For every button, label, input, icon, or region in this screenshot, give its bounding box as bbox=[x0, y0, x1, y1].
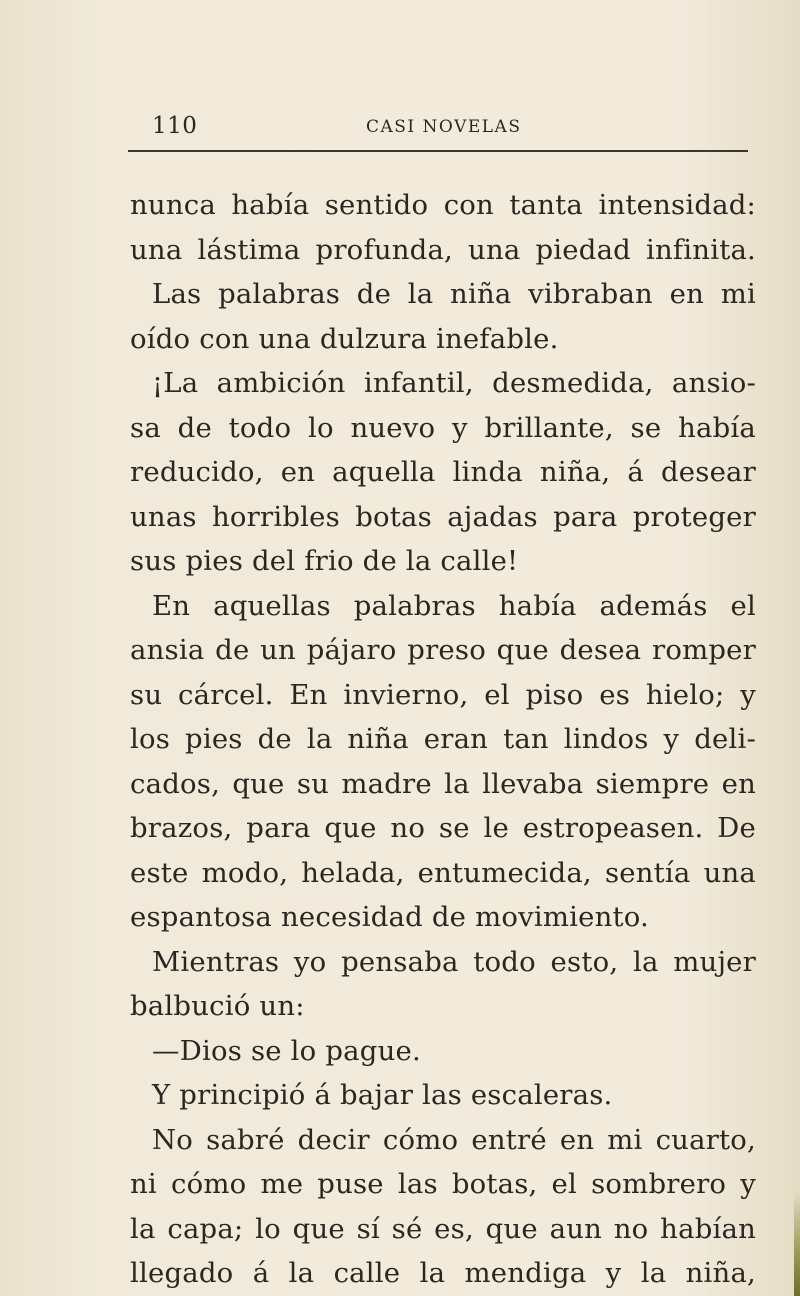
page-edge-stain bbox=[794, 1190, 800, 1296]
text-line: oído con una dulzura inefable. bbox=[130, 322, 559, 355]
text-line: ansia de un pájaro preso que desea romper bbox=[130, 634, 756, 666]
page-header bbox=[128, 113, 748, 143]
text-line: Y principió á bajar las escaleras. bbox=[152, 1079, 613, 1111]
text-line: ni cómo me puse las botas, el sombrero y bbox=[130, 1168, 756, 1200]
text-line: llegado á la calle la mendiga y la niña, bbox=[130, 1257, 756, 1289]
text-line: este modo, helada, entumecida, sentía una bbox=[130, 856, 756, 889]
text-line: nunca había sentido con tanta intensidad: bbox=[130, 189, 756, 221]
text-line: cados, que su madre la llevaba siempre en bbox=[130, 767, 756, 800]
text-line: sus pies del frio de la calle! bbox=[130, 545, 519, 577]
text-line: unas horribles botas ajadas para proteger bbox=[130, 500, 756, 533]
text-line: los pies de la niña eran tan lindos y deli- bbox=[130, 723, 756, 755]
text-line: la capa; lo que sí sé es, que aun no habían bbox=[130, 1212, 756, 1245]
running-title: CASI NOVELAS bbox=[366, 117, 522, 137]
text-line: Las palabras de la niña vibraban en mi bbox=[152, 278, 756, 310]
header-rule bbox=[128, 150, 748, 152]
text-line: —Dios se lo pague. bbox=[152, 1034, 421, 1067]
text-line: sa de todo lo nuevo y brillante, se había bbox=[130, 411, 756, 444]
body-text bbox=[130, 183, 756, 1296]
page-number: 110 bbox=[152, 113, 198, 139]
text-line: Mientras yo pensaba todo esto, la mujer bbox=[152, 945, 756, 978]
text-line: espantosa necesidad de movimiento. bbox=[130, 901, 649, 933]
text-line: balbució un: bbox=[130, 990, 305, 1022]
text-line: reducido, en aquella linda niña, á desear bbox=[130, 456, 756, 488]
text-line: En aquellas palabras había además el bbox=[152, 589, 756, 622]
text-line: brazos, para que no se le estropeasen. De bbox=[130, 812, 756, 844]
text-line: No sabré decir cómo entré en mi cuarto, bbox=[152, 1123, 756, 1156]
text-line: su cárcel. En invierno, el piso es hielo; y bbox=[130, 678, 756, 711]
text-line: ¡La ambición infantil, desmedida, ansio- bbox=[152, 367, 756, 399]
text-line: una lástima profunda, una piedad infinita. bbox=[130, 233, 756, 266]
